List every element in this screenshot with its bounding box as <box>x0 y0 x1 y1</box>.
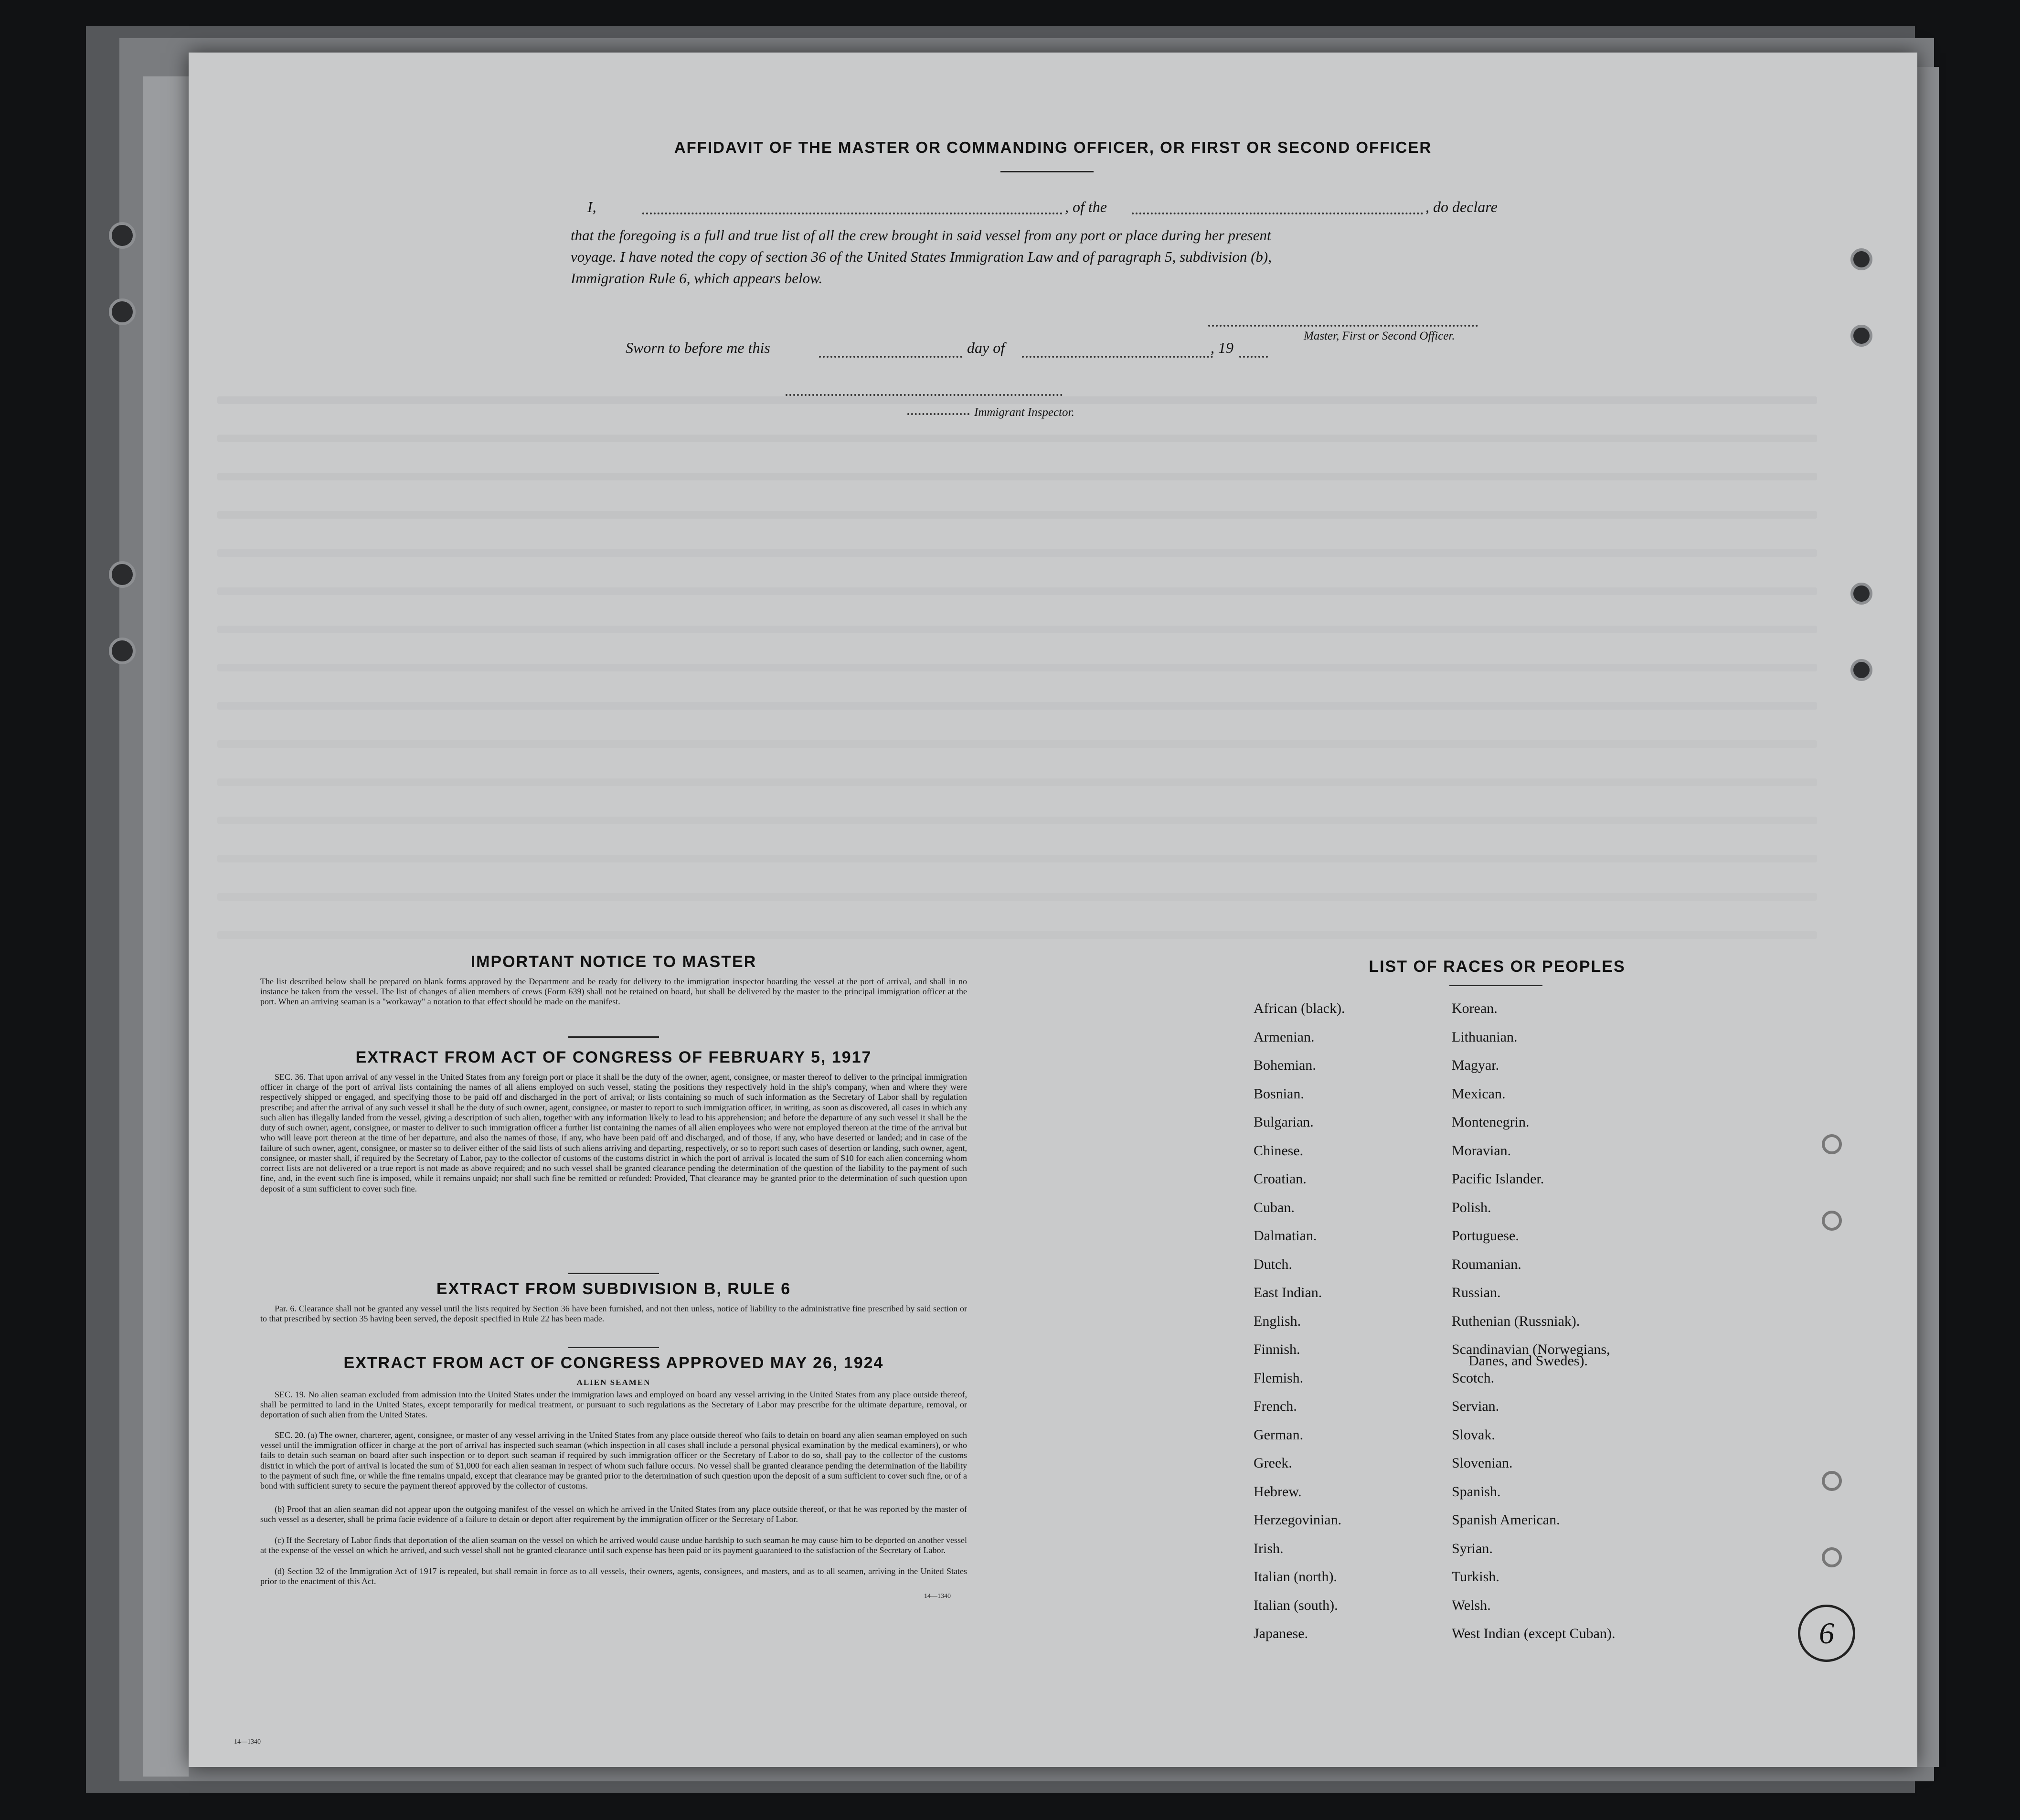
punch-hole <box>1822 1211 1842 1231</box>
vessel-blank-field[interactable] <box>1132 213 1423 214</box>
extract-1924-form-number: 14—1340 <box>924 1593 951 1600</box>
race-item: Italian (south). <box>1254 1597 1338 1613</box>
extract-1917-title: EXTRACT FROM ACT OF CONGRESS OF FEBRUARY 5, 1917 <box>355 1048 872 1066</box>
punch-hole <box>1822 1547 1842 1567</box>
race-item: Polish. <box>1452 1199 1491 1215</box>
punch-hole <box>1850 325 1872 347</box>
punch-hole <box>1850 583 1872 605</box>
affidavit-title: AFFIDAVIT OF THE MASTER OR COMMANDING OFFICER, OR FIRST OR SECOND OFFICER <box>674 138 1432 156</box>
races-title: LIST OF RACES OR PEOPLES <box>1369 958 1626 976</box>
name-blank-field[interactable] <box>642 213 1063 214</box>
race-item: Armenian. <box>1254 1029 1315 1045</box>
page-number-mark: 6 <box>1819 1616 1834 1650</box>
extract-1924-sec19: SEC. 19. No alien seaman excluded from admission into the United States under the immigration laws and employed on board any vessel arriving in the United States from any place outside thereof, shall be permitted to land in the United States, except temporarily for medical treatment, or pursuant to such regulations as the Secretary of Labor may prescribe for the ultimate departure, removal, or deportation of such alien from the United States. <box>260 1390 967 1420</box>
sworn-day-field[interactable] <box>819 356 962 358</box>
sworn-month-field[interactable] <box>1022 356 1213 358</box>
race-item: Scotch. <box>1452 1370 1495 1386</box>
race-item: Bulgarian. <box>1254 1114 1314 1130</box>
race-item: Dalmatian. <box>1254 1228 1317 1244</box>
punch-hole <box>1822 1471 1842 1491</box>
race-item: Finnish. <box>1254 1341 1300 1357</box>
race-item: German. <box>1254 1426 1304 1443</box>
punch-hole <box>109 222 136 249</box>
race-item: African (black). <box>1254 1000 1345 1016</box>
race-item: Welsh. <box>1452 1597 1491 1613</box>
notice-text: The list described below shall be prepared on blank forms approved by the Department and be ready for delivery to the immigration inspector boarding the vessel at the port of arrival, and shall in no instance be taken from the vessel. The list of changes of alien members of crews (Form 639) shall not be retained on board, but shall be delivered by the master to the principal immigration officer at the port. When an arriving seaman is a "workaway" a notation to that effect should be made on the manifest. <box>260 977 967 1007</box>
inspector-label: Immigrant Inspector. <box>974 406 1074 419</box>
race-item: Chinese. <box>1254 1142 1304 1159</box>
affidavit-line-3: Immigration Rule 6, which appears below. <box>571 270 823 287</box>
race-item: Spanish American. <box>1452 1512 1560 1528</box>
race-item: Bohemian. <box>1254 1057 1316 1073</box>
inspector-signature-field-2[interactable] <box>907 413 969 415</box>
extract-1924-sec20c: (c) If the Secretary of Labor finds that deportation of the alien seaman on the vessel on which he arrived would cause undue hardship to such seaman he may cause him to be deported on another vessel at the expense of the vessel on which he arrived, and such vessel shall not be granted clearance until such expense has been paid or its payment guaranteed to the satisfaction of the Secretary of Labor. <box>260 1535 967 1555</box>
divider <box>568 1036 659 1038</box>
race-item: Herzegovinian. <box>1254 1512 1342 1528</box>
race-item: Servian. <box>1452 1398 1499 1414</box>
extract-rule6-text: Par. 6. Clearance shall not be granted any vessel until the lists required by Section 36 have been furnished, and not then unless, notice of liability to the administrative fine prescribed by said section or to that prescribed by section 35 having been served, the deposit specified in Rule 22 has been made. <box>260 1304 967 1324</box>
race-item: Scandinavian (Norwegians, <box>1452 1341 1610 1357</box>
divider <box>568 1347 659 1348</box>
race-item: Japanese. <box>1254 1626 1308 1641</box>
affidavit-of-the-label: , of the <box>1065 198 1107 215</box>
race-item: Russian. <box>1452 1285 1501 1300</box>
punch-hole <box>109 638 136 664</box>
punch-hole <box>109 298 136 325</box>
extract-1924-subtitle: ALIEN SEAMEN <box>576 1378 651 1387</box>
binder-strip <box>143 76 189 1777</box>
extract-1924-title: EXTRACT FROM ACT OF CONGRESS APPROVED MAY 26, 1924 <box>343 1354 884 1372</box>
race-item: Cuban. <box>1254 1199 1295 1215</box>
race-item: Portuguese. <box>1452 1228 1519 1244</box>
affidavit-declare-label: , do declare <box>1425 198 1498 215</box>
footer-form-number: 14—1340 <box>234 1738 261 1745</box>
year-label: , 19 <box>1211 339 1233 356</box>
race-item: Pacific Islander. <box>1452 1171 1544 1187</box>
day-of-label: day of <box>967 339 1005 356</box>
race-item: Croatian. <box>1254 1171 1307 1187</box>
divider <box>1000 171 1094 172</box>
race-item: West Indian (except Cuban). <box>1452 1626 1616 1641</box>
master-signature-label: Master, First or Second Officer. <box>1304 330 1455 342</box>
race-item: French. <box>1254 1398 1297 1414</box>
race-item: Dutch. <box>1254 1256 1292 1272</box>
race-item: East Indian. <box>1254 1285 1322 1300</box>
divider <box>1449 985 1542 986</box>
race-item: Bosnian. <box>1254 1086 1304 1102</box>
affidavit-i-label: I, <box>587 198 596 215</box>
race-item: Greek. <box>1254 1455 1292 1471</box>
race-item: Turkish. <box>1452 1569 1499 1585</box>
race-item: Korean. <box>1452 1000 1498 1016</box>
race-item: Syrian. <box>1452 1540 1493 1556</box>
race-item: Roumanian. <box>1452 1256 1521 1272</box>
race-item: Mexican. <box>1452 1086 1506 1102</box>
race-item: Montenegrin. <box>1452 1114 1530 1130</box>
punch-hole <box>1850 659 1872 681</box>
race-item: Italian (north). <box>1254 1569 1337 1585</box>
race-scandinavian-continued: Danes, and Swedes). <box>1468 1353 1588 1369</box>
affidavit-line-1: that the foregoing is a full and true list of all the crew brought in said vessel from any port or place during her present <box>571 227 1271 244</box>
race-item: Magyar. <box>1452 1057 1499 1073</box>
race-item: Moravian. <box>1452 1142 1511 1159</box>
race-item: Flemish. <box>1254 1370 1304 1386</box>
race-item: Lithuanian. <box>1452 1029 1518 1045</box>
punch-hole <box>109 561 136 588</box>
punch-hole <box>1822 1134 1842 1154</box>
extract-1917-text: SEC. 36. That upon arrival of any vessel in the United States from any foreign port or place it shall be the duty of the owner, agent, consignee, or master thereof to deliver to the principal immigration officer in charge of the port of arrival lists containing the names of all aliens employed on such vessel, stating the positions they respectively hold in the ship's company, when and where they were respectively shipped or engaged, and specifying those to be paid off and discharged in the port of arrival; or lists containing so much of such information as the Secretary of Labor shall by regulation prescribe; and after the arrival of any such vessel it shall be the duty of such owner, agent, consignee, or master to report to such immigration officer, in writing, as soon as discovered, all cases in which any such alien has illegally landed from the vessel, giving a description of such alien, together with any information likely to lead to his apprehension; and before the departure of any such vessel it shall be the duty of such owner, agent, consignee, or master to deliver to such immigration officer a further list containing the names of all alien employees who were not employed thereon at the time of the arrival but who will leave port thereon at the time of her departure, and also the names of those, if any, who have been paid off and discharged, and of those, if any, who have deserted or landed; and in case of the failure of such owner, agent, consignee, or master so to deliver either of the said lists of such aliens arriving and departing, respectively, or so to report such cases of desertion or landing, such owner, agent, consignee, or master shall, if required by the Secretary of Labor, pay to the collector of customs of the customs district in which the port of arrival is located the sum of $10 for each alien concerning whom correct lists are not delivered or a true report is not made as above required; and no such vessel shall be granted clearance pending the determination of the question of the liability to the payment of such fine, and, in the event such fine is imposed, while it remains unpaid; nor shall such fine be remitted or refunded: Provided, That clearance may be granted prior to the determination of such question upon deposit of a sum sufficient to cover such fine. <box>260 1072 967 1193</box>
divider <box>568 1273 659 1274</box>
race-item: Slovak. <box>1452 1426 1495 1443</box>
master-signature-field[interactable] <box>1208 325 1478 327</box>
inspector-signature-field[interactable] <box>786 394 1063 396</box>
race-item: English. <box>1254 1313 1301 1329</box>
extract-rule6-title: EXTRACT FROM SUBDIVISION B, RULE 6 <box>436 1280 791 1298</box>
race-item: Spanish. <box>1452 1483 1501 1500</box>
extract-1924-sec20b: (b) Proof that an alien seaman did not appear upon the outgoing manifest of the vessel on which he arrived in the United States from any place outside thereof, or that he was reported by the master of such vessel as a deserter, shall be prima facie evidence of a failure to detain or deport after requirement by the immigration officer or the Secretary of Labor. <box>260 1504 967 1524</box>
page-number-stamp <box>1798 1605 1855 1662</box>
race-item: Hebrew. <box>1254 1483 1302 1500</box>
notice-title: IMPORTANT NOTICE TO MASTER <box>470 953 757 971</box>
extract-1924-sec20d: (d) Section 32 of the Immigration Act of 1917 is repealed, but shall remain in force as to all vessels, their owners, agents, consignees, and masters, and as to all seamen, arriving in the United States prior to the enactment of this Act. <box>260 1566 967 1586</box>
punch-hole <box>1850 248 1872 270</box>
race-item: Irish. <box>1254 1540 1284 1556</box>
race-item: Ruthenian (Russniak). <box>1452 1313 1580 1329</box>
race-item: Slovenian. <box>1452 1455 1513 1471</box>
affidavit-line-2: voyage. I have noted the copy of section 36 of the United States Immigration Law and of paragraph 5, subdivision (b), <box>571 248 1272 265</box>
extract-1924-sec20a: SEC. 20. (a) The owner, charterer, agent, consignee, or master of any vessel arriving in the United States from any place outside thereof who fails to detain on board any alien seaman employed on such vessel until the immigration officer in charge at the port of arrival has inspected such seaman (which inspection in all cases shall include a personal physical examination by the medical examiners), or who fails to detain such seaman on board after such inspection or to deport such seaman if required by such immigration officer or the Secretary of Labor to do so, shall pay to the collector of the customs district in which the port of arrival is located the sum of $1,000 for each alien seaman in respect of whom such failure occurs. No vessel shall be granted clearance pending the determination of the liability to the payment of such fine, or while the fine remains unpaid, except that clearance may be granted prior to the determination of such question upon the deposit of a sum sufficient to cover such fine, or of a bond with sufficient surety to secure the payment thereof approved by the collector of customs. <box>260 1430 967 1491</box>
sworn-label: Sworn to before me this <box>626 339 770 356</box>
sworn-year-field[interactable] <box>1239 356 1268 358</box>
manifest-page <box>189 53 1917 1767</box>
